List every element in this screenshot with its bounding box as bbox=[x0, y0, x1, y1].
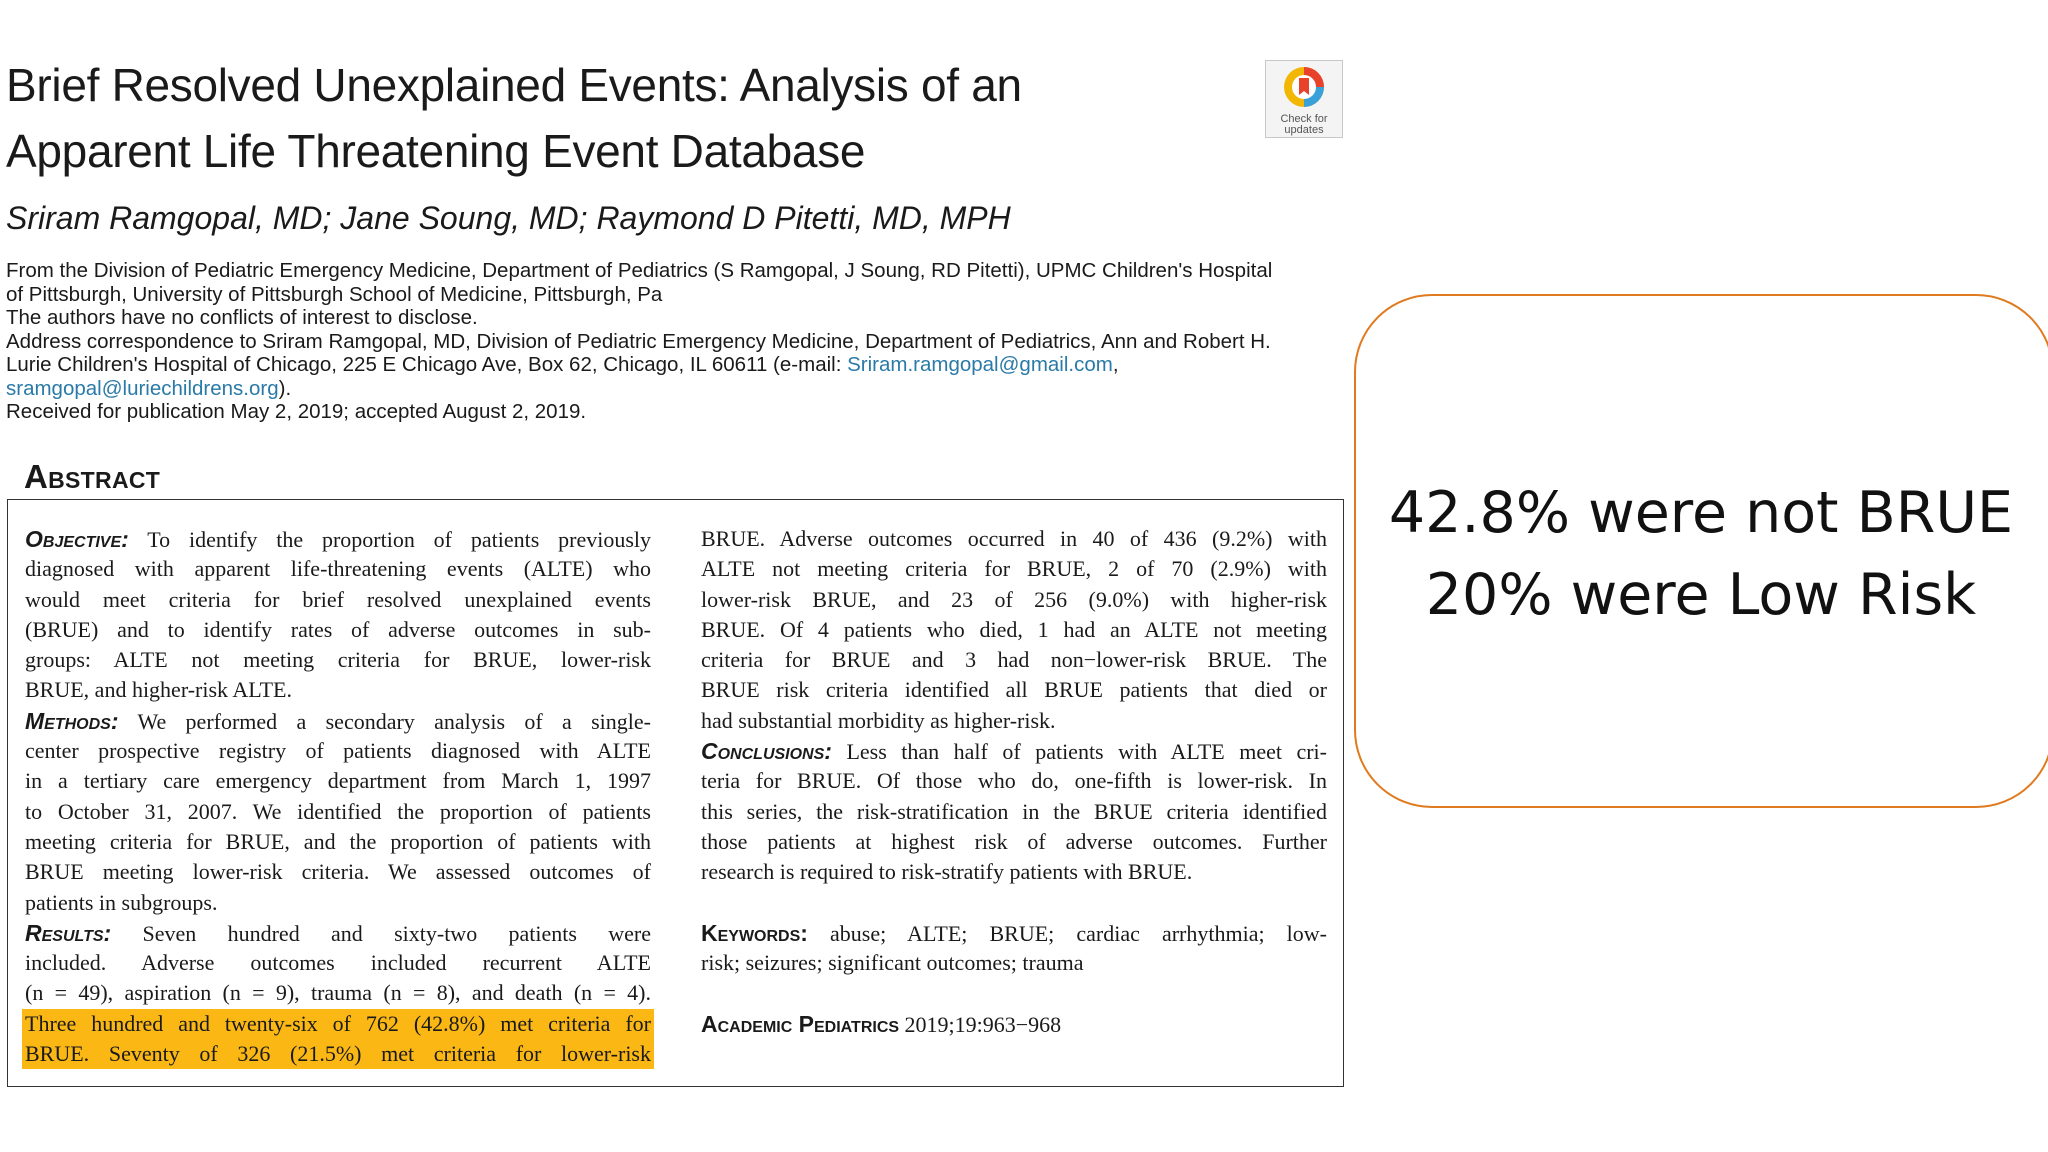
abstract-line: BRUE meeting lower-risk criteria. We assessed outcomes of bbox=[25, 859, 651, 885]
abstract-line: Results: Seven hundred and sixty-two patients were bbox=[25, 919, 651, 946]
keywords-line: Keywords: abuse; ALTE; BRUE; cardiac arrhythmia; low- bbox=[701, 919, 1327, 946]
abstract-line: BRUE. Adverse outcomes occurred in 40 of 436 (9.2%) with bbox=[701, 526, 1327, 551]
abstract-line: BRUE, and higher-risk ALTE. bbox=[25, 677, 292, 703]
title-line: Apparent Life Threatening Event Database bbox=[6, 125, 866, 177]
punctuation: ). bbox=[278, 376, 292, 400]
results-label: Results: bbox=[25, 919, 112, 946]
crossmark-icon bbox=[1282, 65, 1326, 109]
abstract-line: groups: ALTE not meeting criteria for BRUE, lower-risk bbox=[25, 647, 651, 673]
correspondence-line bbox=[6, 353, 1366, 377]
callout-line: 20% were Low Risk bbox=[1425, 562, 1977, 628]
abstract-line: would meet criteria for brief resolved unexplained events bbox=[25, 586, 651, 612]
callout-text bbox=[1354, 472, 2048, 636]
abstract-line: patients in subgroups. bbox=[25, 889, 218, 915]
affiliation-line: of Pittsburgh, University of Pittsburgh School of Medicine, Pittsburgh, Pa bbox=[6, 282, 663, 306]
abstract-line: Objective: To identify the proportion of patients previously bbox=[25, 526, 651, 552]
correspondence-line bbox=[6, 377, 1366, 401]
abstract-line: Conclusions: Less than half of patients with ALTE meet cri- bbox=[701, 738, 1327, 765]
conflict-statement: The authors have no conflicts of interest to disclose. bbox=[6, 306, 478, 329]
highlighted-line: BRUE. Seventy of 326 (21.5%) met criteria for lower-risk bbox=[22, 1039, 654, 1069]
correspondence-line: Address correspondence to Sriram Ramgopal, MD, Division of Pediatric Emergency Medicine, Department of Pediatrics, Ann and Robert H. bbox=[6, 329, 1271, 353]
abstract-line: included. Adverse outcomes included recurrent ALTE bbox=[25, 950, 651, 976]
spacer bbox=[701, 978, 1327, 1008]
abstract-line: to October 31, 2007. We identified the proportion of patients bbox=[25, 798, 651, 824]
received-line: Received for publication May 2, 2019; accepted August 2, 2019. bbox=[6, 400, 587, 423]
address-text: Lurie Children's Hospital of Chicago, 225 E Chicago Ave, Box 62, Chicago, IL 60611 (e-mail: bbox=[6, 353, 848, 376]
authors-line: Sriram Ramgopal, MD; Jane Soung, MD; Raymond D Pitetti, MD, MPH bbox=[6, 200, 1011, 236]
keywords-label: Keywords: bbox=[701, 919, 808, 946]
abstract-line: BRUE. Of 4 patients who died, 1 had an ALTE not meeting bbox=[701, 616, 1327, 642]
abstract-column-left bbox=[25, 524, 651, 1069]
objective-label: Objective: bbox=[25, 526, 129, 552]
abstract-column-right bbox=[701, 524, 1327, 1039]
abstract-line: criteria for BRUE and 3 had non−lower-risk BRUE. The bbox=[701, 647, 1327, 673]
abstract-line: research is required to risk-stratify patients with BRUE. bbox=[701, 859, 1193, 885]
affiliation-block bbox=[6, 259, 1366, 424]
email-link[interactable]: sramgopal@luriechildrens.org bbox=[6, 376, 279, 400]
abstract-line: had substantial morbidity as higher-risk. bbox=[701, 707, 1056, 733]
abstract-heading: Abstract bbox=[24, 458, 161, 495]
conclusions-label: Conclusions: bbox=[701, 738, 832, 765]
badge-text: Check for bbox=[1280, 113, 1328, 125]
abstract-line: (BRUE) and to identify rates of adverse outcomes in sub- bbox=[25, 616, 651, 642]
abstract-line: this series, the risk-stratification in the BRUE criteria identified bbox=[701, 798, 1327, 824]
email-link[interactable]: Sriram.ramgopal@gmail.com bbox=[847, 353, 1113, 376]
abstract-line: teria for BRUE. Of those who do, one-fifth is lower-risk. In bbox=[701, 768, 1327, 794]
badge-text: updates bbox=[1284, 124, 1324, 136]
abstract-line: those patients at highest risk of adverse outcomes. Further bbox=[701, 828, 1327, 854]
journal-citation: Academic Pediatrics 2019;19:963−968 bbox=[701, 1010, 1062, 1037]
spacer bbox=[701, 888, 1327, 918]
abstract-line: meeting criteria for BRUE, and the proportion of patients with bbox=[25, 828, 651, 854]
abstract-line: center prospective registry of patients diagnosed with ALTE bbox=[25, 738, 651, 764]
abstract-line: lower-risk BRUE, and 23 of 256 (9.0%) with higher-risk bbox=[701, 586, 1327, 612]
title-line: Brief Resolved Unexplained Events: Analysis of an bbox=[6, 59, 1022, 111]
keywords-line: risk; seizures; significant outcomes; trauma bbox=[701, 950, 1084, 976]
punctuation: , bbox=[1112, 353, 1119, 376]
callout-line: 42.8% were not BRUE bbox=[1388, 480, 2014, 546]
abstract-line: diagnosed with apparent life-threatening events (ALTE) who bbox=[25, 556, 651, 582]
abstract-line: Methods: We performed a secondary analysis of a single- bbox=[25, 707, 651, 734]
abstract-line: BRUE risk criteria identified all BRUE patients that died or bbox=[701, 677, 1327, 703]
abstract-line: ALTE not meeting criteria for BRUE, 2 of 70 (2.9%) with bbox=[701, 556, 1327, 582]
journal-name: Academic Pediatrics bbox=[701, 1010, 900, 1037]
paper-title bbox=[6, 52, 1206, 184]
methods-label: Methods: bbox=[25, 707, 119, 734]
affiliation-line: From the Division of Pediatric Emergency Medicine, Department of Pediatrics (S Ramgopal, J Soung, RD Pitetti), UPMC Children's Hospital bbox=[6, 259, 1273, 282]
highlighted-line: Three hundred and twenty-six of 762 (42.8%) met criteria for bbox=[22, 1009, 654, 1039]
check-for-updates-badge[interactable] bbox=[1265, 60, 1343, 138]
abstract-line: (n = 49), aspiration (n = 9), trauma (n = 8), and death (n = 4). bbox=[25, 980, 651, 1006]
abstract-line: in a tertiary care emergency department from March 1, 1997 bbox=[25, 768, 651, 794]
